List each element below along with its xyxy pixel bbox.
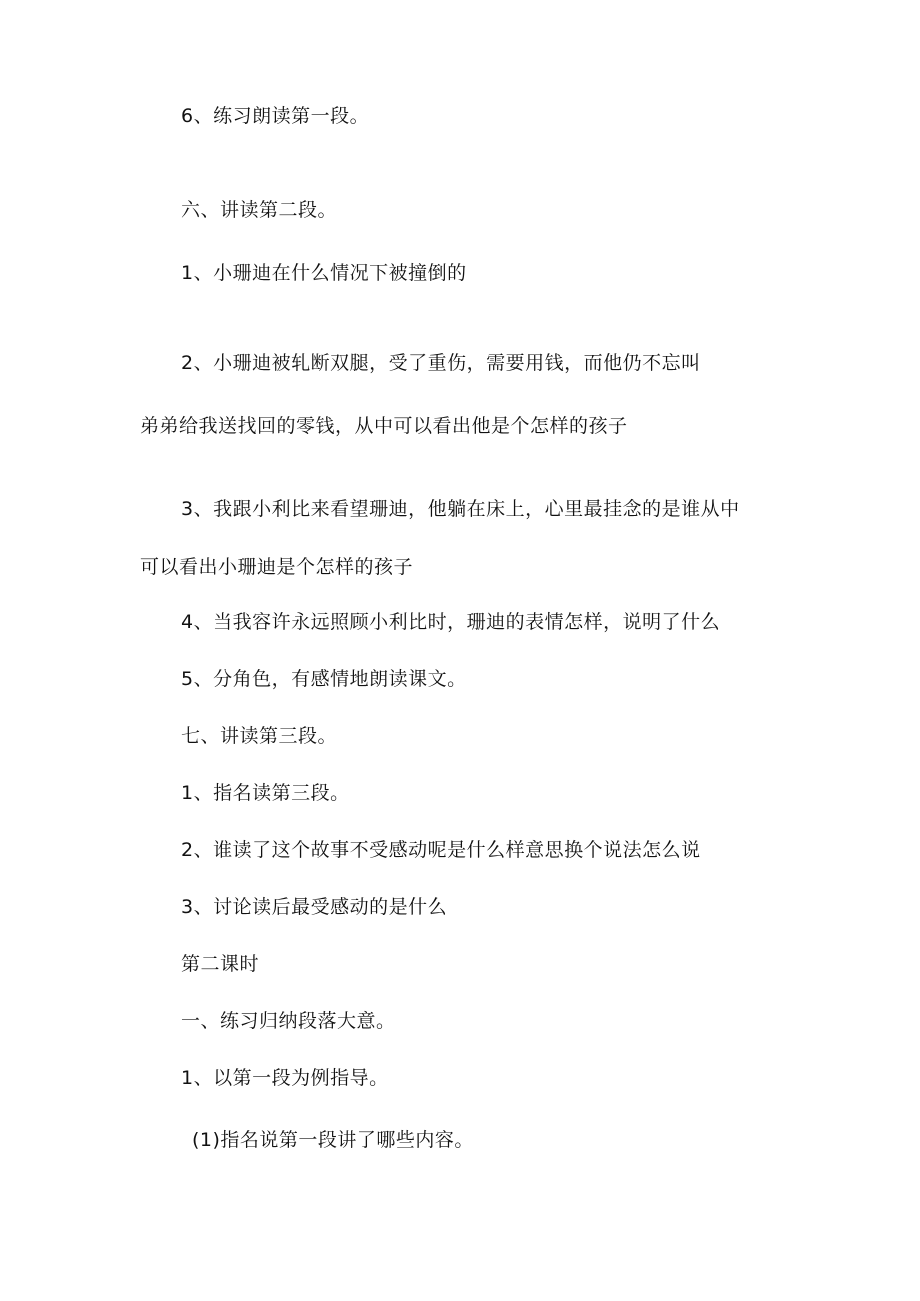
heading-section-7: 七、讲读第三段。 [181,725,338,747]
line-question-2-part2: 弟弟给我送找回的零钱，从中可以看出他是个怎样的孩子 [140,415,628,437]
line-lesson2-item-1: 1、以第一段为例指导。 [181,1067,389,1089]
line-question-4: 4、当我容许永远照顾小利比时，珊迪的表情怎样，说明了什么 [181,611,721,633]
heading-lesson2-part1: 一、练习归纳段落大意。 [181,1010,396,1032]
line-item-7-2: 2、谁读了这个故事不受感动呢是什么样意思换个说法怎么说 [181,839,701,861]
line-question-2-part1: 2、小珊迪被轧断双腿，受了重伤，需要用钱，而他仍不忘叫 [181,352,701,374]
heading-section-6: 六、讲读第二段。 [181,199,338,221]
line-question-1: 1、小珊迪在什么情况下被撞倒的 [181,262,467,284]
line-item-7-1: 1、指名读第三段。 [181,782,350,804]
line-lesson2-sub-1: (1)指名说第一段讲了哪些内容。 [192,1129,474,1151]
line-practice-read-first: 6、练习朗读第一段。 [181,105,370,127]
line-question-3-part1: 3、我跟小利比来看望珊迪，他躺在床上，心里最挂念的是谁从中 [181,498,740,520]
line-question-3-part2: 可以看出小珊迪是个怎样的孩子 [140,556,414,578]
line-item-5: 5、分角色，有感情地朗读课文。 [181,668,467,690]
heading-second-lesson: 第二课时 [181,953,260,975]
line-item-7-3: 3、讨论读后最受感动的是什么 [181,896,448,918]
